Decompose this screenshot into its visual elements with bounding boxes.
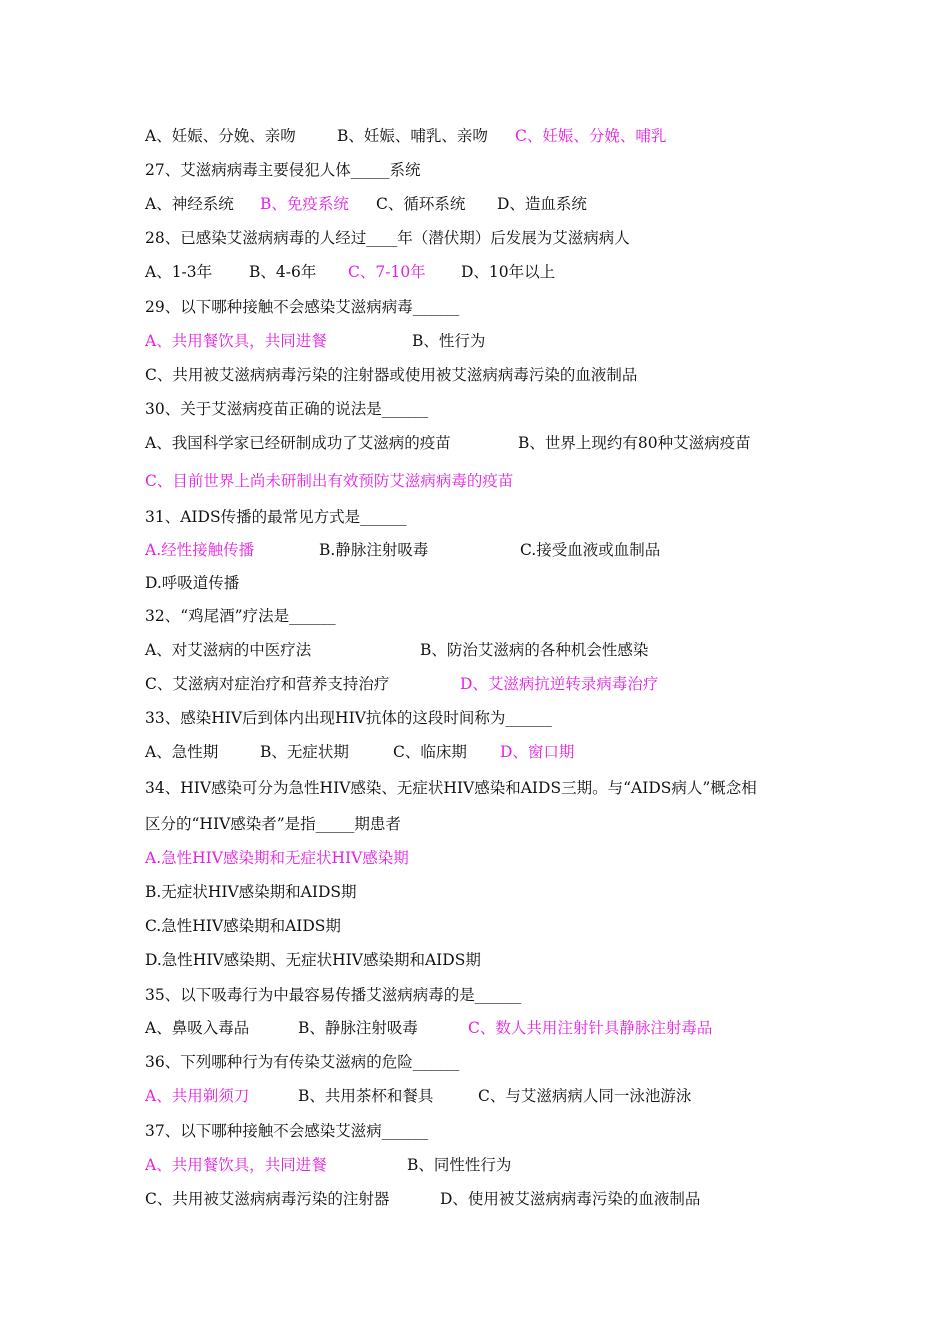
question-text: A、妊娠、分娩、亲吻 (145, 127, 296, 145)
question-text: B、同性性行为 (407, 1156, 512, 1174)
question-text: A、对艾滋病的中医疗法 (145, 641, 312, 659)
question-text: C、临床期 (393, 743, 467, 761)
answer-text: D、窗口期 (500, 743, 575, 761)
question-text: 34、HIV感染可分为急性HIV感染、无症状HIV感染和AIDS三期。与“AIDS病人”概念相 (145, 779, 757, 797)
answer-text: D、艾滋病抗逆转录病毒治疗 (460, 675, 659, 693)
question-text: C.接受血液或血制品 (520, 541, 661, 559)
question-text: D.急性HIV感染期、无症状HIV感染期和AIDS期 (145, 951, 481, 969)
question-text: B、共用茶杯和餐具 (298, 1087, 434, 1105)
answer-text: A.急性HIV感染期和无症状HIV感染期 (145, 849, 409, 867)
question-text: D、10年以上 (461, 263, 556, 281)
question-text: A、鼻吸入毒品 (145, 1019, 250, 1037)
question-text: 区分的“HIV感染者”是指_____期患者 (145, 815, 401, 833)
answer-text: A、共用剃须刀 (145, 1087, 250, 1105)
question-text: C、循环系统 (376, 195, 466, 213)
question-text: A、1-3年 (145, 263, 213, 281)
answer-text: A、共用餐饮具，共同进餐 (145, 1156, 327, 1174)
question-text: B、世界上现约有80种艾滋病疫苗 (518, 434, 751, 452)
question-text: A、神经系统 (145, 195, 234, 213)
answer-text: A、共用餐饮具，共同进餐 (145, 332, 327, 350)
question-text: D、造血系统 (497, 195, 587, 213)
question-text: A、急性期 (145, 743, 219, 761)
question-text: B、防治艾滋病的各种机会性感染 (420, 641, 649, 659)
question-text: A、我国科学家已经研制成功了艾滋病的疫苗 (145, 434, 451, 452)
answer-text: C、7-10年 (348, 263, 426, 281)
question-text: 33、感染HIV后到体内出现HIV抗体的这段时间称为______ (145, 709, 552, 727)
question-text: 30、关于艾滋病疫苗正确的说法是______ (145, 400, 429, 418)
question-text: C、与艾滋病病人同一泳池游泳 (478, 1087, 692, 1105)
question-text: B、妊娠、哺乳、亲吻 (337, 127, 488, 145)
question-text: 37、以下哪种接触不会感染艾滋病______ (145, 1122, 429, 1140)
question-text: B、性行为 (412, 332, 486, 350)
question-text: C、共用被艾滋病病毒污染的注射器 (145, 1190, 390, 1208)
question-text: D、使用被艾滋病病毒污染的血液制品 (440, 1190, 701, 1208)
question-text: C、艾滋病对症治疗和营养支持治疗 (145, 675, 390, 693)
answer-text: C、数人共用注射针具静脉注射毒品 (468, 1019, 713, 1037)
question-text: B、无症状期 (260, 743, 349, 761)
question-text: B.静脉注射吸毒 (319, 541, 429, 559)
question-text: B、静脉注射吸毒 (298, 1019, 418, 1037)
question-text: 28、已感染艾滋病病毒的人经过____年（潜伏期）后发展为艾滋病病人 (145, 229, 630, 247)
question-text: 35、以下吸毒行为中最容易传播艾滋病病毒的是______ (145, 986, 522, 1004)
answer-text: B、免疫系统 (260, 195, 349, 213)
answer-text: A.经性接触传播 (145, 541, 255, 559)
question-text: 29、以下哪种接触不会感染艾滋病病毒______ (145, 298, 460, 316)
question-text: 27、艾滋病病毒主要侵犯人体_____系统 (145, 161, 421, 179)
answer-text: C、目前世界上尚未研制出有效预防艾滋病病毒的疫苗 (145, 472, 514, 490)
question-text: B、4-6年 (249, 263, 317, 281)
question-text: C、共用被艾滋病病毒污染的注射器或使用被艾滋病病毒污染的血液制品 (145, 366, 638, 384)
answer-text: C、妊娠、分娩、哺乳 (515, 127, 667, 145)
question-text: C.急性HIV感染期和AIDS期 (145, 917, 341, 935)
question-text: 32、“鸡尾酒”疗法是______ (145, 607, 336, 625)
question-text: 31、AIDS传播的最常见方式是______ (145, 508, 407, 526)
question-text: B.无症状HIV感染期和AIDS期 (145, 883, 357, 901)
question-text: D.呼吸道传播 (145, 574, 240, 592)
question-text: 36、下列哪种行为有传染艾滋病的危险______ (145, 1053, 460, 1071)
